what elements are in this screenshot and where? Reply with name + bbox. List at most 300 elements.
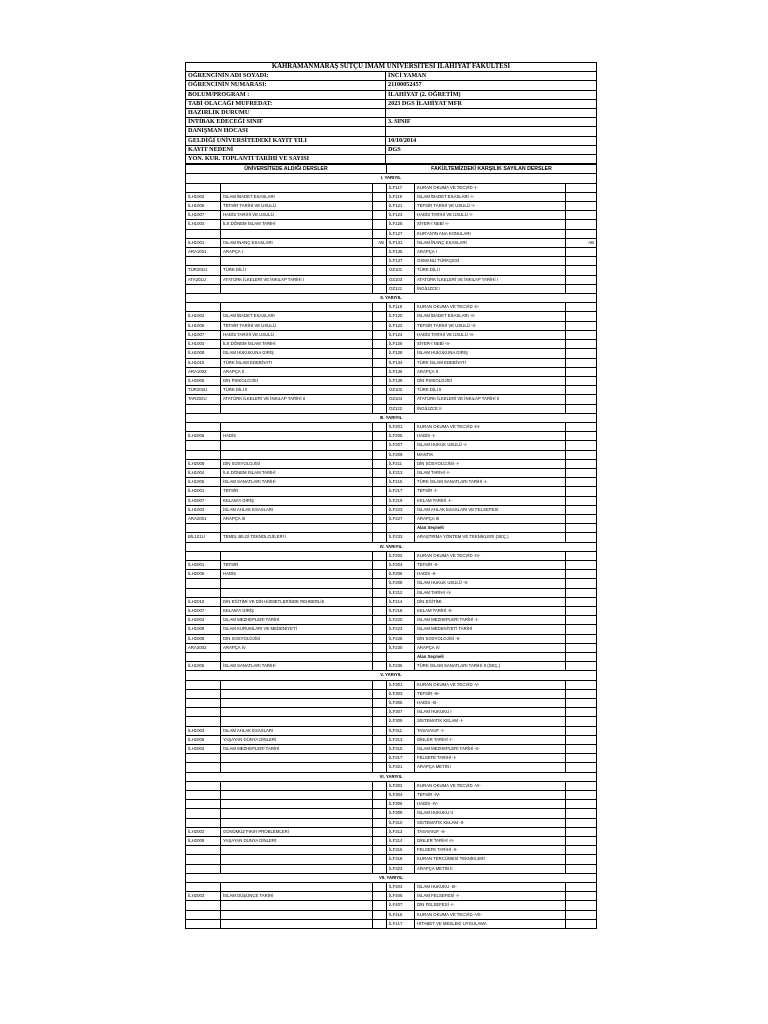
info-row xyxy=(186,145,597,154)
right-header: FAKÜLTEMİZDEKİ KARŞILIK SAYILAN DERSLER xyxy=(387,165,597,174)
semester-label: II. YARIYIL xyxy=(186,294,597,303)
target-course-code: İLF211 xyxy=(387,459,415,468)
target-course-code: İLF205 xyxy=(387,432,415,441)
source-course-code: İLH2006 xyxy=(186,570,221,579)
target-course-name: TÜRK İSLAM EDEBİYATI xyxy=(415,358,566,367)
source-course-grade xyxy=(373,192,387,201)
course-row xyxy=(186,653,597,662)
target-course-code: İLF303 xyxy=(387,689,415,698)
target-course-grade xyxy=(566,643,597,652)
source-course-code: İLH1002 xyxy=(186,192,221,201)
semester-label: VII. YARIYIL xyxy=(186,873,597,882)
source-course-code xyxy=(186,818,221,827)
source-course-code xyxy=(186,441,221,450)
course-row xyxy=(186,763,597,772)
course-row xyxy=(186,643,597,652)
course-row xyxy=(186,422,597,431)
target-course-name: İSLAM HUKUKU -III- xyxy=(415,883,566,892)
source-course-code: İLH1005 xyxy=(186,662,221,671)
source-course-grade xyxy=(373,699,387,708)
target-course-grade xyxy=(566,616,597,625)
source-course-code: ATA201U xyxy=(186,275,221,284)
course-row xyxy=(186,459,597,468)
target-course-grade xyxy=(566,220,597,229)
target-course-code: İLF128 xyxy=(387,349,415,358)
info-value: 3. SINIF xyxy=(386,118,597,127)
target-course-code: İLF222 xyxy=(387,625,415,634)
target-course-grade xyxy=(566,496,597,505)
source-course-code: İLH1004 xyxy=(186,340,221,349)
source-course-grade xyxy=(373,312,387,321)
target-course-code: İLF118 xyxy=(387,303,415,312)
target-course-code: İLF137 xyxy=(387,257,415,266)
course-row xyxy=(186,570,597,579)
target-course-grade xyxy=(566,340,597,349)
source-course-code: İLH1009 xyxy=(186,625,221,634)
target-course-grade xyxy=(566,211,597,220)
source-course-code: ARA1002 xyxy=(186,367,221,376)
source-course-name xyxy=(221,763,373,772)
source-course-name xyxy=(221,901,373,910)
source-course-name: KELAM'A GİRİŞ xyxy=(221,496,373,505)
source-course-code: İLH2007 xyxy=(186,496,221,505)
course-row xyxy=(186,597,597,606)
source-course-code xyxy=(186,855,221,864)
target-course-grade xyxy=(566,533,597,542)
target-course-grade xyxy=(566,597,597,606)
target-course-name: KURAN OKUMA VE TECVİD -V- xyxy=(415,680,566,689)
info-row xyxy=(186,72,597,81)
source-course-code: İLH2004 xyxy=(186,745,221,754)
target-course-grade xyxy=(566,284,597,293)
target-course-grade xyxy=(566,653,597,662)
source-course-grade xyxy=(373,183,387,192)
course-row xyxy=(186,202,597,211)
target-course-grade xyxy=(566,257,597,266)
transcript-sheet xyxy=(185,62,596,929)
info-label: BÖLÜM/PROGRAM : xyxy=(186,90,386,99)
student-info-table xyxy=(185,62,597,164)
source-course-name: İSLAM SANATLARI TARİHİ xyxy=(221,478,373,487)
target-course-code: İLF312 xyxy=(387,827,415,836)
target-course-grade xyxy=(566,588,597,597)
target-course-name: HADİS TARİHİ VE USULÜ -I- xyxy=(415,211,566,220)
info-row xyxy=(186,127,597,136)
target-course-code: OZ121 xyxy=(387,284,415,293)
course-row xyxy=(186,910,597,919)
info-value: İNCİ YAMAN xyxy=(386,72,597,81)
course-row xyxy=(186,901,597,910)
target-course-grade xyxy=(566,689,597,698)
target-course-code: İLF207 xyxy=(387,441,415,450)
source-course-name xyxy=(221,864,373,873)
course-row xyxy=(186,284,597,293)
source-course-code xyxy=(186,791,221,800)
source-course-name xyxy=(221,855,373,864)
source-course-grade: AB xyxy=(373,238,387,247)
source-course-name xyxy=(221,422,373,431)
source-course-name: DİN PSİKOLOJİSİ xyxy=(221,376,373,385)
target-course-code: İLF214 xyxy=(387,597,415,606)
target-course-grade xyxy=(566,229,597,238)
target-course-name: HADİS -II- xyxy=(415,570,566,579)
target-course-code: İLF302 xyxy=(387,781,415,790)
target-course-code: İLF122 xyxy=(387,321,415,330)
source-course-grade xyxy=(373,386,387,395)
target-course-grade xyxy=(566,422,597,431)
source-course-name: ARAPÇA II xyxy=(221,367,373,376)
source-course-code xyxy=(186,708,221,717)
course-row xyxy=(186,450,597,459)
source-course-grade xyxy=(373,487,387,496)
source-course-code: İLH2003 xyxy=(186,892,221,901)
source-course-code xyxy=(186,717,221,726)
info-value xyxy=(386,109,597,118)
info-row xyxy=(186,90,597,99)
left-header: ÜNİVERSİTEDE ALDIĞI DERSLER xyxy=(186,165,387,174)
target-course-name: İNGİLİZCE II xyxy=(415,404,566,413)
target-course-code: İLF318 xyxy=(387,855,415,864)
target-course-name: FELSEFE TARİHİ -II- xyxy=(415,846,566,855)
source-course-name: ARAPÇA IV xyxy=(221,643,373,652)
source-course-code xyxy=(186,303,221,312)
course-row xyxy=(186,800,597,809)
source-course-code: İLH2006 xyxy=(186,432,221,441)
course-row xyxy=(186,340,597,349)
course-row xyxy=(186,376,597,385)
target-course-name: ARAPÇA III xyxy=(415,514,566,523)
target-course-code: İLF135 xyxy=(387,248,415,257)
course-row xyxy=(186,432,597,441)
source-course-grade xyxy=(373,827,387,836)
target-course-name: KURAN OKUMA VE TECVİD -I- xyxy=(415,183,566,192)
course-row xyxy=(186,386,597,395)
source-course-code xyxy=(186,901,221,910)
target-course-name: ARAPÇA METİN II xyxy=(415,864,566,873)
source-course-name xyxy=(221,818,373,827)
course-header-row xyxy=(186,165,597,174)
target-course-grade xyxy=(566,330,597,339)
course-row xyxy=(186,468,597,477)
info-row xyxy=(186,109,597,118)
source-course-name: TEMEL BİLGİ TEKNOLOJİLERİ I xyxy=(221,533,373,542)
source-course-code xyxy=(186,883,221,892)
target-course-grade xyxy=(566,404,597,413)
source-course-name: GÜNÜMÜZ FIKIH PROBLEMLERİ xyxy=(221,827,373,836)
source-course-grade xyxy=(373,901,387,910)
source-course-grade xyxy=(373,717,387,726)
target-course-name: İSLAM AHLAK ESASLARI VE FELSEFESİ xyxy=(415,505,566,514)
source-course-grade xyxy=(373,726,387,735)
target-course-name: İSLAM MEZHEPLERİ TARİHİ -I- xyxy=(415,616,566,625)
course-row xyxy=(186,321,597,330)
course-row xyxy=(186,367,597,376)
source-course-code: İLH1001 xyxy=(186,238,221,247)
target-course-name: ARAPÇA IV xyxy=(415,643,566,652)
course-row xyxy=(186,735,597,744)
target-course-code: İLF215 xyxy=(387,478,415,487)
target-course-name: HİTABET VE MESLEKİ UYGULAMA xyxy=(415,919,566,928)
source-course-name: HADİS xyxy=(221,432,373,441)
source-course-name: DİN SOSYOLOJİSİ xyxy=(221,459,373,468)
target-course-code: İLF233 xyxy=(387,533,415,542)
source-course-grade xyxy=(373,229,387,238)
target-course-grade xyxy=(566,680,597,689)
target-course-name: İSLAM HUKUK USULÜ -II- xyxy=(415,579,566,588)
source-course-name: İSLAM HUKUKUNA GİRİŞ xyxy=(221,349,373,358)
source-course-grade xyxy=(373,441,387,450)
source-course-code: BİL101U xyxy=(186,533,221,542)
target-course-code: İLF217 xyxy=(387,487,415,496)
target-course-grade xyxy=(566,726,597,735)
target-course-grade xyxy=(566,579,597,588)
target-course-grade xyxy=(566,662,597,671)
target-course-code: İLF120 xyxy=(387,312,415,321)
target-course-name: İSLAM HUKUKU II xyxy=(415,809,566,818)
source-course-name: İSLAM İNANÇ ESASLARI xyxy=(221,238,373,247)
target-course-code: İLF127 xyxy=(387,229,415,238)
target-course-grade xyxy=(566,570,597,579)
source-course-code: İLH2008 xyxy=(186,459,221,468)
source-course-name xyxy=(221,551,373,560)
source-course-name: HADİS TARİHİ VE USULÜ xyxy=(221,211,373,220)
source-course-code: İLH2009 xyxy=(186,837,221,846)
source-course-grade xyxy=(373,395,387,404)
source-course-code: İLH1007 xyxy=(186,330,221,339)
source-course-name: DİN SOSYOLOJİSİ xyxy=(221,634,373,643)
target-course-name: ARAŞTIRMA YÖNTEM VE TEKNİKLERİ (SEÇ.) xyxy=(415,533,566,542)
semester-row xyxy=(186,772,597,781)
course-row xyxy=(186,717,597,726)
source-course-grade xyxy=(373,459,387,468)
target-course-code: İLF405 xyxy=(387,892,415,901)
source-course-name: ATATÜRK İLKELERİ VE İNKILAP TARİHİ II xyxy=(221,395,373,404)
source-course-name xyxy=(221,910,373,919)
target-course-code: İLF417 xyxy=(387,919,415,928)
target-course-grade xyxy=(566,763,597,772)
source-course-code xyxy=(186,809,221,818)
source-course-code: İLH1010 xyxy=(186,358,221,367)
target-course-name: İSLAM İBADET ESASLARI -II- xyxy=(415,312,566,321)
target-course-grade xyxy=(566,441,597,450)
source-course-grade xyxy=(373,505,387,514)
source-course-code: İLH1004 xyxy=(186,220,221,229)
target-course-code: İLF403 xyxy=(387,883,415,892)
source-course-name: İSLAM AHLAK ESASLARI xyxy=(221,505,373,514)
semester-row xyxy=(186,174,597,183)
source-course-name: İSLAM İBADET ESASLARI xyxy=(221,312,373,321)
course-row xyxy=(186,855,597,864)
target-course-grade xyxy=(566,248,597,257)
target-course-name: İSLAM TARİHİ -II- xyxy=(415,588,566,597)
info-row xyxy=(186,118,597,127)
source-course-code xyxy=(186,551,221,560)
course-row xyxy=(186,238,597,247)
target-course-grade xyxy=(566,919,597,928)
target-course-name: ARAPÇA I xyxy=(415,248,566,257)
target-course-grade xyxy=(566,487,597,496)
info-label: KAYIT NEDENİ xyxy=(186,145,386,154)
target-course-code: OZ104 xyxy=(387,395,415,404)
target-course-name: DİN SOSYOLOJİSİ -II- xyxy=(415,634,566,643)
info-label: TABİ OLACAĞI MÜFREDAT: xyxy=(186,99,386,108)
source-course-grade xyxy=(373,643,387,652)
source-course-name: TEFSİR TARİHİ VE USULÜ xyxy=(221,202,373,211)
course-row xyxy=(186,791,597,800)
source-course-code: İLH1008 xyxy=(186,349,221,358)
target-course-code: İLF227 xyxy=(387,514,415,523)
source-course-name xyxy=(221,450,373,459)
source-course-code xyxy=(186,763,221,772)
source-course-code: İLH2001 xyxy=(186,487,221,496)
target-course-code: İLF314 xyxy=(387,837,415,846)
target-course-name: İSLAM HUKUKU I xyxy=(415,708,566,717)
source-course-code: TÜR201U xyxy=(186,266,221,275)
source-course-code xyxy=(186,653,221,662)
target-course-code: İLF117 xyxy=(387,183,415,192)
source-course-name: TEFSİR xyxy=(221,560,373,569)
source-course-code xyxy=(186,450,221,459)
source-course-grade xyxy=(373,892,387,901)
target-course-name: İSLAM MEZHEPLERİ TARİHİ -II- xyxy=(415,745,566,754)
course-row xyxy=(186,275,597,284)
course-row xyxy=(186,395,597,404)
course-row xyxy=(186,211,597,220)
source-course-code xyxy=(186,689,221,698)
source-course-grade xyxy=(373,560,387,569)
source-course-code xyxy=(186,910,221,919)
course-row xyxy=(186,726,597,735)
source-course-name xyxy=(221,708,373,717)
target-course-code: İLF138 xyxy=(387,376,415,385)
source-course-grade xyxy=(373,708,387,717)
target-course-code: İLF415 xyxy=(387,910,415,919)
target-course-code: İLF307 xyxy=(387,708,415,717)
info-row xyxy=(186,81,597,90)
source-course-code: ARA2002 xyxy=(186,643,221,652)
target-course-grade xyxy=(566,901,597,910)
target-course-grade xyxy=(566,634,597,643)
source-course-name: KELAM'A GİRİŞ xyxy=(221,606,373,615)
source-course-name: TÜRK İSLAM EDEBİYATI xyxy=(221,358,373,367)
target-course-name: İSLAM HUKUK USULÜ -I- xyxy=(415,441,566,450)
target-course-code: İLF301 xyxy=(387,680,415,689)
target-course-name: İSLAM HUKUKUNA GİRİŞ xyxy=(415,349,566,358)
target-course-grade xyxy=(566,846,597,855)
course-row xyxy=(186,708,597,717)
source-course-grade xyxy=(373,579,387,588)
course-row xyxy=(186,699,597,708)
info-label: İNTİBAK EDECEĞİ SINIF xyxy=(186,118,386,127)
target-course-code: İLF407 xyxy=(387,901,415,910)
target-course-name: İSLAM FELSEFESİ -I- xyxy=(415,892,566,901)
source-course-code: ARA2001 xyxy=(186,514,221,523)
source-course-grade xyxy=(373,818,387,827)
source-course-name: TÜRK DİLİ II xyxy=(221,386,373,395)
target-course-name: DİN PSİKOLOJİSİ xyxy=(415,376,566,385)
course-row xyxy=(186,487,597,496)
info-label: DANIŞMAN HOCASI xyxy=(186,127,386,136)
source-course-code xyxy=(186,404,221,413)
source-course-name xyxy=(221,441,373,450)
info-label: ÖĞRENCİNİN ADI SOYADI: xyxy=(186,72,386,81)
target-course-code: İLF309 xyxy=(387,717,415,726)
source-course-grade xyxy=(373,349,387,358)
target-course-grade xyxy=(566,606,597,615)
source-course-grade xyxy=(373,570,387,579)
target-course-name: İNGİLİZCE I xyxy=(415,284,566,293)
target-course-name: Alan Seçmeli xyxy=(415,524,566,533)
source-course-code xyxy=(186,284,221,293)
source-course-name xyxy=(221,257,373,266)
target-course-code: İLF223 xyxy=(387,505,415,514)
source-course-code xyxy=(186,524,221,533)
semester-label: VI. YARIYIL xyxy=(186,772,597,781)
info-label: ÖĞRENCİNİN NUMARASI: xyxy=(186,81,386,90)
target-course-code: İLF134 xyxy=(387,358,415,367)
target-course-name: DİNLER TARİHİ -I- xyxy=(415,735,566,744)
source-course-name: İSLAM MEZHEPLERİ TARİHİ xyxy=(221,745,373,754)
course-row xyxy=(186,220,597,229)
course-row xyxy=(186,745,597,754)
source-course-grade xyxy=(373,735,387,744)
source-course-grade xyxy=(373,588,387,597)
info-row xyxy=(186,99,597,108)
target-course-name: HADİS -IV- xyxy=(415,800,566,809)
source-course-grade xyxy=(373,616,387,625)
source-course-code xyxy=(186,183,221,192)
source-course-grade xyxy=(373,478,387,487)
source-course-code: İLH1006 xyxy=(186,321,221,330)
source-course-grade xyxy=(373,248,387,257)
target-course-code: İLF123 xyxy=(387,211,415,220)
source-course-code: İLH2009 xyxy=(186,735,221,744)
target-course-name: OSMANLI TÜRKÇESİ xyxy=(415,257,566,266)
target-course-name: TÜRK DİLİ I xyxy=(415,266,566,275)
source-course-name: İSLAM DÜŞÜNCE TARİHİ xyxy=(221,892,373,901)
source-course-grade xyxy=(373,919,387,928)
source-course-grade xyxy=(373,533,387,542)
target-course-grade xyxy=(566,708,597,717)
target-course-code xyxy=(387,524,415,533)
source-course-grade xyxy=(373,496,387,505)
course-row xyxy=(186,229,597,238)
source-course-grade xyxy=(373,625,387,634)
source-course-grade xyxy=(373,376,387,385)
source-course-name xyxy=(221,579,373,588)
target-course-name: TEFSİR TARİHİ VE USULÜ -I- xyxy=(415,202,566,211)
course-row xyxy=(186,560,597,569)
target-course-grade xyxy=(566,358,597,367)
target-course-name: ARAPÇA II xyxy=(415,367,566,376)
source-course-code: İLH1002 xyxy=(186,312,221,321)
source-course-name xyxy=(221,781,373,790)
source-course-name xyxy=(221,588,373,597)
target-course-name: TASAVVUF -II- xyxy=(415,827,566,836)
source-course-code xyxy=(186,257,221,266)
source-course-name xyxy=(221,303,373,312)
target-course-name: KURAN OKUMA VE TECVİD -III- xyxy=(415,422,566,431)
source-course-grade xyxy=(373,432,387,441)
info-value xyxy=(386,155,597,164)
target-course-code: İLF316 xyxy=(387,846,415,855)
source-course-code: İLH2005 xyxy=(186,376,221,385)
info-value: 10/10/2014 xyxy=(386,136,597,145)
target-course-name: İSLAM MEDENİYETİ TARİHİ xyxy=(415,625,566,634)
target-course-grade xyxy=(566,560,597,569)
source-course-name: TEFSİR xyxy=(221,487,373,496)
source-course-grade xyxy=(373,257,387,266)
